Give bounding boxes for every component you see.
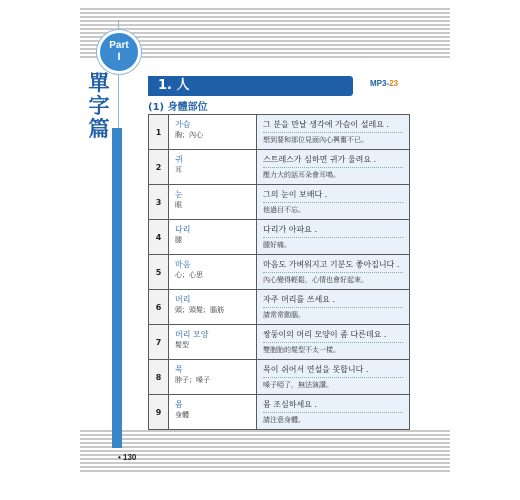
example-cell <box>257 325 410 360</box>
row-number: 2 <box>149 150 169 185</box>
korean-example: 스트레스가 심하면 귀가 울려요 . <box>263 155 377 164</box>
subsection-title: (1) 身體部位 <box>148 102 208 113</box>
korean-word: 마음 <box>175 260 191 269</box>
section-title: 1. 人 <box>148 76 200 96</box>
korean-word: 다리 <box>175 225 191 234</box>
korean-word: 몸 <box>175 400 183 409</box>
chinese-meaning: 身體 <box>175 411 189 419</box>
word-cell <box>169 290 257 325</box>
chinese-translation: 請常常動腦。 <box>263 307 403 320</box>
chapter-title-char: 單 <box>88 71 110 95</box>
chinese-meaning: 腿 <box>175 236 182 244</box>
example-cell <box>257 360 410 395</box>
part-badge <box>97 30 141 74</box>
korean-example: 그의 눈이 보배다 . <box>263 190 328 199</box>
row-number: 1 <box>149 115 169 150</box>
korean-example: 몸 조심하세요 . <box>263 400 317 409</box>
row-number: 4 <box>149 220 169 255</box>
chinese-translation: 他過目不忘。 <box>263 202 403 215</box>
table-row <box>149 185 410 220</box>
korean-example: 자주 머리를 쓰세요 . <box>263 295 335 304</box>
korean-word: 머리 <box>175 295 191 304</box>
row-number: 5 <box>149 255 169 290</box>
chinese-translation: 腿好痛。 <box>263 237 403 250</box>
example-cell <box>257 150 410 185</box>
chinese-translation: 雙胞胎的髮型不太一樣。 <box>263 342 403 355</box>
row-number: 8 <box>149 360 169 395</box>
chinese-meaning: 耳 <box>175 166 182 174</box>
example-cell <box>257 395 410 430</box>
part-badge-label: Part <box>109 40 129 51</box>
korean-word: 눈 <box>175 190 183 199</box>
word-cell <box>169 115 257 150</box>
chinese-meaning: 髮型 <box>175 341 189 349</box>
chinese-translation: 壓力大的話耳朵會耳鳴。 <box>263 167 403 180</box>
row-number: 7 <box>149 325 169 360</box>
chinese-meaning: 胸；內心 <box>175 131 203 139</box>
example-cell <box>257 115 410 150</box>
chinese-meaning: 脖子；嗓子 <box>175 376 210 384</box>
sidebar-accent-bar <box>112 128 122 448</box>
chinese-meaning: 心；心思 <box>175 271 203 279</box>
word-cell <box>169 255 257 290</box>
vocab-table <box>148 114 410 430</box>
table-row <box>149 255 410 290</box>
chapter-title-vertical <box>86 72 112 141</box>
chinese-meaning: 頭；頭髮；腦筋 <box>175 306 224 314</box>
chapter-title-char: 字 <box>88 94 110 118</box>
word-cell <box>169 395 257 430</box>
mp3-track-number: 23 <box>389 79 399 88</box>
row-number: 6 <box>149 290 169 325</box>
example-cell <box>257 220 410 255</box>
word-cell <box>169 150 257 185</box>
chinese-translation: 想到要和那位見面內心興奮不已。 <box>263 132 403 145</box>
page-number: • 130 <box>118 453 137 462</box>
table-row <box>149 150 410 185</box>
table-row <box>149 290 410 325</box>
chinese-translation: 請注意身體。 <box>263 412 403 425</box>
mp3-prefix: MP3- <box>370 79 390 88</box>
korean-example: 마음도 가벼워지고 기분도 좋아집니다 . <box>263 260 400 269</box>
bottom-stripes-decoration <box>80 430 450 474</box>
chinese-meaning: 眼 <box>175 201 182 209</box>
example-cell <box>257 185 410 220</box>
table-row <box>149 115 410 150</box>
word-cell <box>169 325 257 360</box>
table-row <box>149 360 410 395</box>
example-cell <box>257 255 410 290</box>
korean-example: 다리가 아파요 . <box>263 225 317 234</box>
korean-example: 쌍둥이의 머리 모양이 좀 다른데요 . <box>263 330 387 339</box>
table-row <box>149 325 410 360</box>
row-number: 3 <box>149 185 169 220</box>
chinese-translation: 內心變得輕鬆，心情也會好起來。 <box>263 272 403 285</box>
section-header <box>148 76 353 96</box>
table-row <box>149 395 410 430</box>
korean-example: 그 분을 만날 생각에 가슴이 설레요 . <box>263 120 389 129</box>
example-cell <box>257 290 410 325</box>
korean-word: 머리 모양 <box>175 330 209 339</box>
korean-example: 목이 쉬어서 연설을 못합니다 . <box>263 365 369 374</box>
word-cell <box>169 220 257 255</box>
word-cell <box>169 360 257 395</box>
korean-word: 가슴 <box>175 120 191 129</box>
chinese-translation: 嗓子啞了，無法演講。 <box>263 377 403 390</box>
row-number: 9 <box>149 395 169 430</box>
chapter-title-char: 篇 <box>88 117 110 141</box>
korean-word: 목 <box>175 365 183 374</box>
korean-word: 귀 <box>175 155 183 164</box>
word-cell <box>169 185 257 220</box>
part-badge-number: I <box>117 51 121 63</box>
mp3-track-label <box>370 79 398 88</box>
table-row <box>149 220 410 255</box>
